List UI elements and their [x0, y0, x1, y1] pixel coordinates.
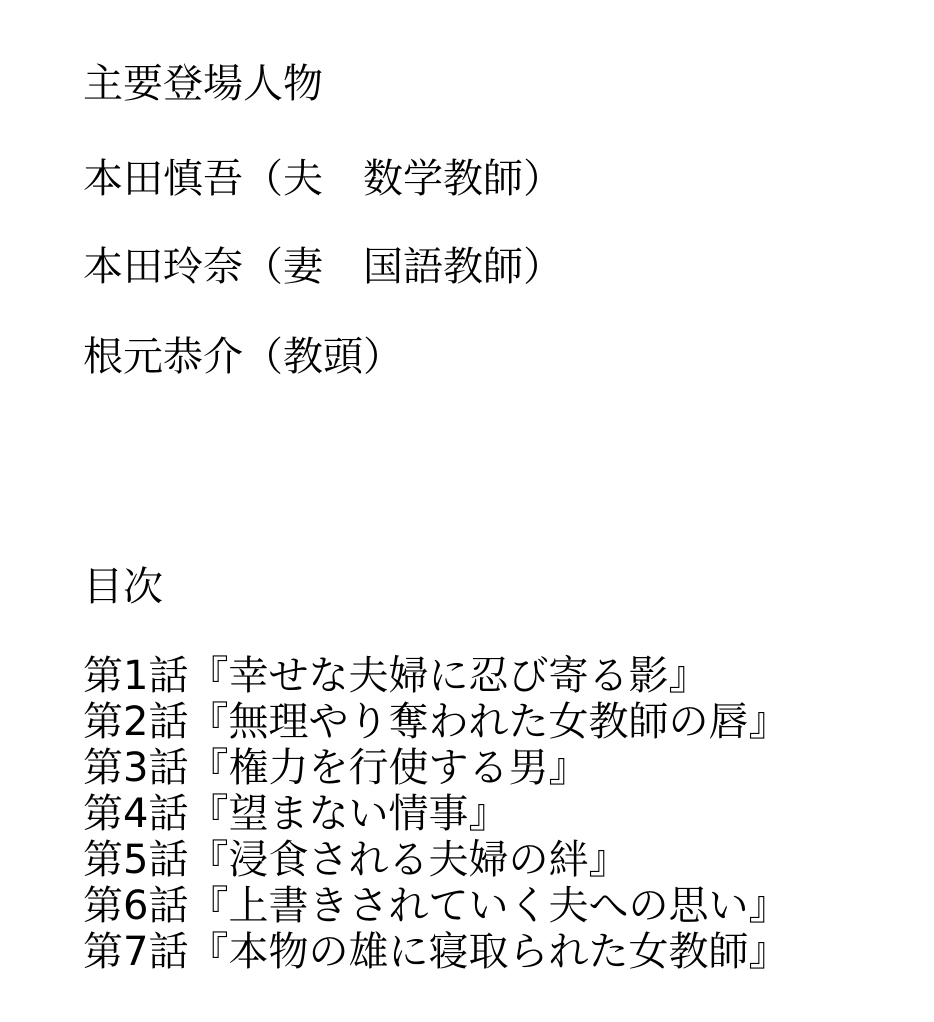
toc-item: 第7話『本物の雄に寝取られた女教師』 [83, 929, 789, 975]
toc-item: 第4話『望まない情事』 [83, 791, 509, 837]
toc-list [83, 653, 788, 975]
characters-heading: 主要登場人物 [83, 61, 323, 107]
character-entry: 本田玲奈（妻 国語教師） [83, 244, 563, 290]
toc-item: 第3話『権力を行使する男』 [83, 745, 589, 791]
toc-item: 第6話『上書きされていく夫への思い』 [83, 883, 789, 929]
character-entry: 根元恭介（教頭） [83, 334, 403, 380]
character-entry: 本田慎吾（夫 数学教師） [83, 156, 563, 202]
toc-item: 第1話『幸せな夫婦に忍び寄る影』 [83, 653, 709, 699]
toc-heading: 目次 [83, 564, 163, 610]
toc-item: 第2話『無理やり奪われた女教師の唇』 [83, 699, 789, 745]
toc-item: 第5話『浸食される夫婦の絆』 [83, 837, 629, 883]
